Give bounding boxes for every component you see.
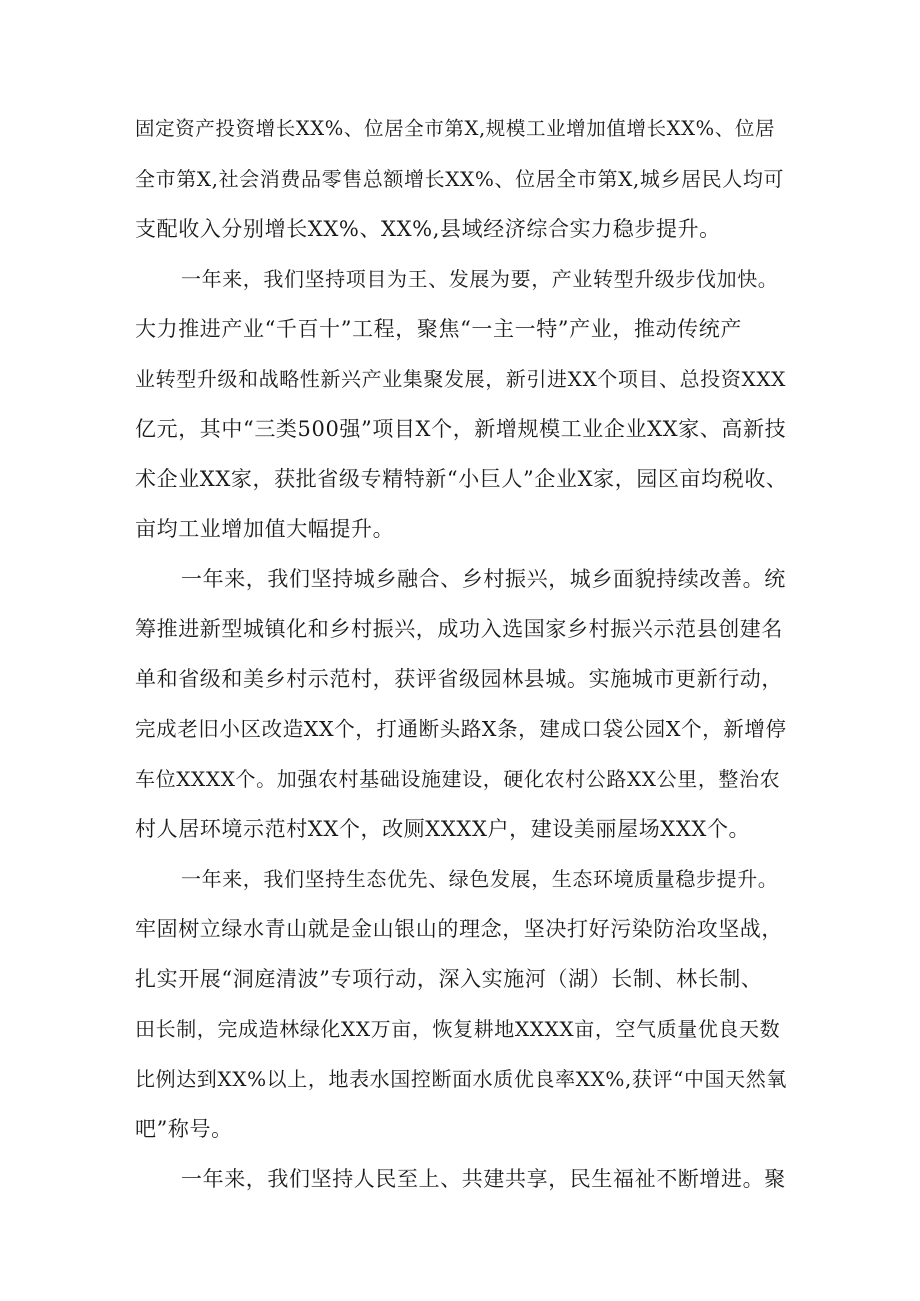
text-line: 完成老旧小区改造XX个，打通断头路X条，建成口袋公园X个，新增停 [135,717,787,741]
text-line: 比例达到XX%以上，地表水国控断面水质优良率XX%,获评“中国天然氧 [135,1067,787,1091]
text-line: 业转型升级和战略性新兴产业集聚发展，新引进XX个项目、总投资XXX [135,367,786,391]
text-line: 牢固树立绿水青山就是金山银山的理念，坚决打好污染防治攻坚战， [135,917,783,941]
text-line: 一年来，我们坚持城乡融合、乡村振兴，城乡面貌持续改善。统 [181,567,786,591]
text-line: 固定资产投资增长XX%、位居全市第X,规模工业增加值增长XX%、位居 [135,117,776,140]
text-line: 大力推进产业“千百十”工程，聚焦“一主一特”产业，推动传统产 [135,317,742,341]
text-line: 支配收入分别增长XX%、XX%,县域经济综合实力稳步提升。 [135,217,721,241]
text-line: 田长制，完成造林绿化XX万亩，恢复耕地XXXX亩，空气质量优良天数 [135,1017,781,1041]
text-line: 全市第X,社会消费品零售总额增长XX%、位居全市第X,城乡居民人均可 [135,167,785,191]
text-line: 一年来，我们坚持人民至上、共建共享，民生福祉不断增进。聚 [181,1167,786,1191]
text-line: 村人居环境示范村XX个，改厕XXXX户，建设美丽屋场XXX个。 [135,817,751,841]
text-line: 吧”称号。 [135,1117,233,1141]
text-line: 单和省级和美乡村示范村，获评省级园林县城。实施城市更新行动， [135,667,783,691]
text-line: 扎实开展“洞庭清波”专项行动，深入实施河（湖）长制、林长制、 [135,967,763,991]
text-line: 亩均工业增加值大幅提升。 [135,517,395,541]
text-line: 一年来，我们坚持项目为王、发展为要，产业转型升级步伐加快。 [181,267,779,291]
text-line: 车位XXXX个。加强农村基础设施建设，硬化农村公路XX公里，整治农 [135,767,781,791]
text-line: 一年来，我们坚持生态优先、绿色发展，生态环境质量稳步提升。 [181,867,779,891]
text-line: 亿元，其中“三类500强”项目X个，新增规模工业企业XX家、高新技 [135,417,787,441]
text-line: 筹推进新型城镇化和乡村振兴，成功入选国家乡村振兴示范县创建名 [135,617,783,641]
text-line: 术企业XX家，获批省级专精特新“小巨人”企业X家，园区亩均税收、 [135,467,788,491]
